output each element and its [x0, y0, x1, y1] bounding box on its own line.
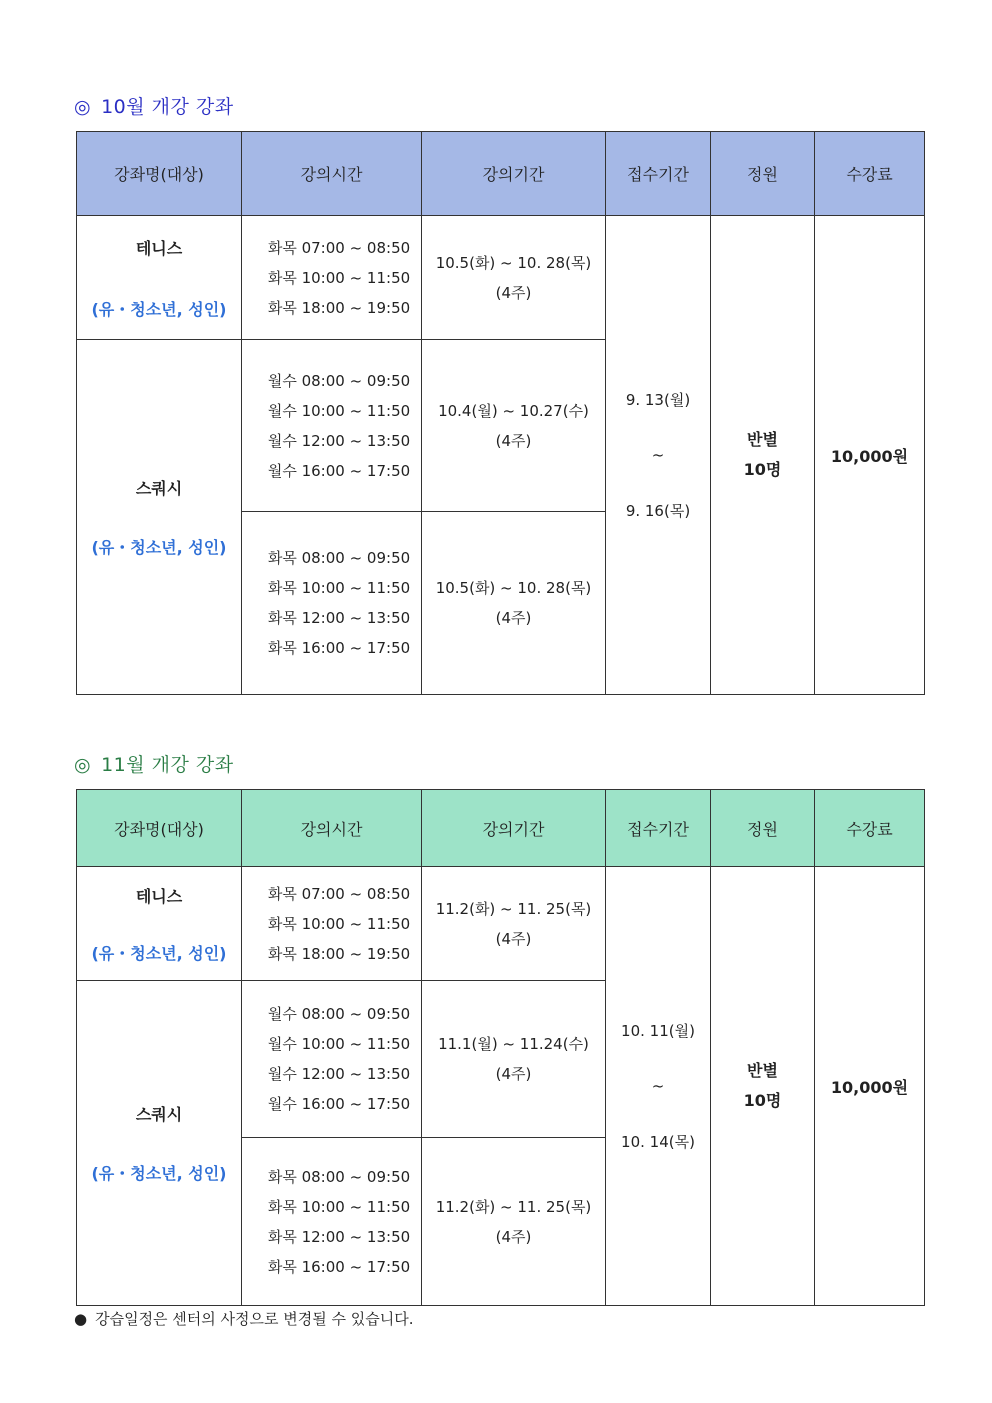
period-range: 10.5(화) ~ 10. 28(목): [435, 579, 592, 597]
capacity-cell: [711, 216, 815, 695]
period-cell: [422, 867, 606, 981]
course-name: 테니스: [135, 238, 183, 258]
header-period: 강의기간: [422, 132, 606, 216]
capacity-line1: 반별: [747, 430, 778, 449]
time-slot: 화목 18:00 ~ 19:50: [267, 944, 411, 963]
november-title-text: 11월 개강 강좌: [101, 754, 234, 776]
header-row: [77, 790, 925, 867]
period-range: 11.1(월) ~ 11.24(수): [438, 1035, 589, 1053]
period-weeks: (4주): [495, 283, 532, 302]
schedule-change-note: [74, 1308, 414, 1329]
course-target: (유・청소년, 성인): [91, 1164, 227, 1183]
november-schedule-table: [76, 789, 925, 1306]
header-course: 강좌명(대상): [77, 132, 242, 216]
time-slot: 화목 10:00 ~ 11:50: [267, 579, 411, 597]
time-slot: 화목 16:00 ~ 17:50: [267, 1257, 411, 1276]
time-slot: 월수 10:00 ~ 11:50: [267, 1035, 411, 1053]
time-slot: 월수 10:00 ~ 11:50: [267, 401, 411, 420]
capacity-line2: 10명: [743, 1091, 782, 1110]
course-name: 스쿼시: [135, 1105, 183, 1124]
time-slot: 화목 18:00 ~ 19:50: [267, 298, 411, 317]
header-fee: 수강료: [815, 132, 925, 216]
period-range: 11.2(화) ~ 11. 25(목): [435, 1197, 592, 1216]
period-cell: [422, 1138, 606, 1306]
course-cell: [77, 216, 242, 340]
time-cell: [242, 1138, 422, 1306]
time-cell: [242, 512, 422, 695]
reception-sep: ~: [651, 1077, 665, 1095]
reception-cell: [606, 867, 711, 1306]
time-slot: 월수 16:00 ~ 17:50: [267, 1095, 411, 1113]
section-mark-icon: ◎: [74, 754, 92, 776]
reception-start: 10. 11(월): [621, 1022, 695, 1040]
header-fee: 수강료: [815, 790, 925, 867]
note-text: 강습일정은 센터의 사정으로 변경될 수 있습니다.: [95, 1310, 414, 1328]
time-slot: 월수 16:00 ~ 17:50: [267, 461, 411, 480]
period-cell: [422, 981, 606, 1138]
time-slot: 월수 12:00 ~ 13:50: [267, 431, 411, 450]
time-cell: [242, 340, 422, 512]
reception-start: 9. 13(월): [625, 391, 691, 409]
course-target: (유・청소년, 성인): [91, 943, 227, 963]
time-slot: 화목 12:00 ~ 13:50: [267, 609, 411, 627]
header-course: 강좌명(대상): [77, 790, 242, 867]
time-slot: 월수 08:00 ~ 09:50: [267, 371, 411, 390]
capacity-line1: 반별: [747, 1061, 778, 1080]
header-capacity: 정원: [711, 790, 815, 867]
reception-end: 10. 14(목): [621, 1133, 695, 1151]
course-name: 테니스: [135, 886, 183, 906]
reception-cell: [606, 216, 711, 695]
header-period: 강의기간: [422, 790, 606, 867]
time-cell: [242, 867, 422, 981]
period-weeks: (4주): [495, 609, 532, 627]
october-section-title: [74, 92, 234, 119]
tennis-row: [77, 216, 925, 340]
course-cell: [77, 981, 242, 1306]
time-slot: 화목 07:00 ~ 08:50: [267, 884, 411, 903]
section-mark-icon: ◎: [74, 96, 92, 118]
period-range: 10.4(월) ~ 10.27(수): [438, 401, 589, 420]
header-row: [77, 132, 925, 216]
period-cell: [422, 340, 606, 512]
header-reception: 접수기간: [606, 132, 711, 216]
period-range: 10.5(화) ~ 10. 28(목): [435, 253, 592, 272]
course-name: 스쿼시: [135, 479, 183, 498]
time-cell: [242, 216, 422, 340]
period-weeks: (4주): [495, 929, 532, 948]
course-cell: [77, 340, 242, 695]
october-title-text: 10월 개강 강좌: [101, 96, 234, 118]
capacity-line2: 10명: [743, 460, 782, 479]
time-slot: 화목 10:00 ~ 11:50: [267, 268, 411, 287]
header-reception: 접수기간: [606, 790, 711, 867]
time-slot: 화목 12:00 ~ 13:50: [267, 1227, 411, 1246]
period-weeks: (4주): [495, 1227, 532, 1246]
time-cell: [242, 981, 422, 1138]
fee-cell: 10,000원: [815, 867, 925, 1306]
period-cell: [422, 216, 606, 340]
time-slot: 화목 08:00 ~ 09:50: [267, 1167, 411, 1186]
time-slot: 월수 12:00 ~ 13:50: [267, 1065, 411, 1083]
bullet-icon: ●: [74, 1310, 88, 1328]
capacity-cell: [711, 867, 815, 1306]
time-slot: 월수 08:00 ~ 09:50: [267, 1005, 411, 1023]
time-slot: 화목 08:00 ~ 09:50: [267, 549, 411, 567]
period-weeks: (4주): [495, 1065, 532, 1083]
course-cell: [77, 867, 242, 981]
period-range: 11.2(화) ~ 11. 25(목): [435, 899, 592, 918]
time-slot: 화목 07:00 ~ 08:50: [267, 238, 411, 257]
course-target: (유・청소년, 성인): [91, 299, 227, 319]
time-slot: 화목 10:00 ~ 11:50: [267, 914, 411, 933]
reception-sep: ~: [651, 446, 665, 464]
fee-cell: 10,000원: [815, 216, 925, 695]
period-cell: [422, 512, 606, 695]
october-schedule-table: [76, 131, 925, 695]
tennis-row: [77, 867, 925, 981]
header-time: 강의시간: [242, 132, 422, 216]
time-slot: 화목 10:00 ~ 11:50: [267, 1197, 411, 1216]
reception-end: 9. 16(목): [625, 502, 691, 520]
november-section-title: [74, 750, 234, 777]
period-weeks: (4주): [495, 431, 532, 450]
course-target: (유・청소년, 성인): [91, 538, 227, 557]
header-capacity: 정원: [711, 132, 815, 216]
header-time: 강의시간: [242, 790, 422, 867]
time-slot: 화목 16:00 ~ 17:50: [267, 639, 411, 657]
